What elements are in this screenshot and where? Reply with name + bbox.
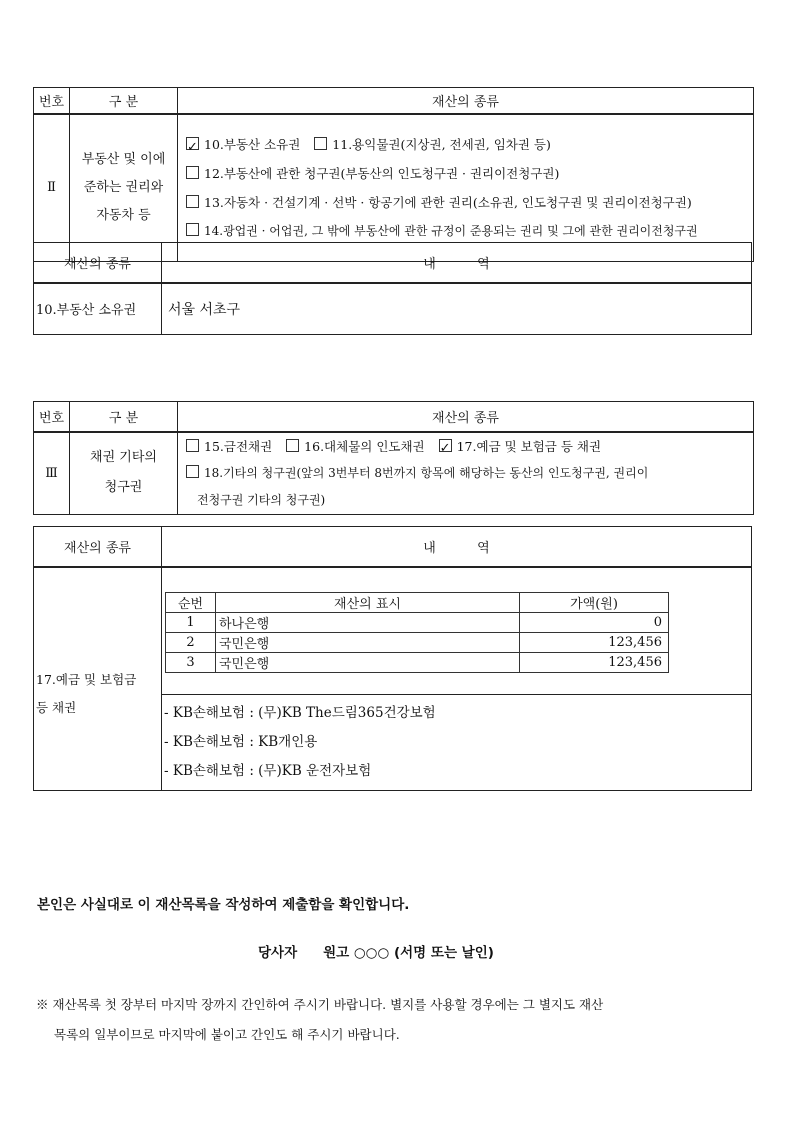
option-10-checkbox[interactable]	[186, 137, 199, 150]
signature-role: 원고 ○○○ (서명 또는 날인)	[323, 945, 494, 961]
detail-header-content: 내 역	[162, 527, 752, 567]
table-row: 1 하나은행 0	[166, 612, 669, 632]
option-11-checkbox[interactable]	[314, 137, 327, 150]
asset-header-amount: 가액(원)	[520, 592, 669, 612]
option-18-continued: 전청구권 기타의 청구권)	[197, 492, 326, 507]
detail-header-type: 재산의 종류	[34, 243, 162, 283]
header-category: 구 분	[70, 402, 178, 432]
header-category: 구 분	[70, 88, 178, 114]
section-no: Ⅲ	[34, 432, 70, 515]
section3-table	[33, 401, 754, 515]
note-line: ※ 재산목록 첫 장부터 마지막 장까지 간인하여 주시기 바랍니다. 별지를 사용할 경우에는 그 별지도 재산	[36, 997, 604, 1012]
detail3-table	[33, 526, 752, 791]
insurance-list	[162, 695, 752, 791]
table-row: 2 국민은행 123,456	[166, 632, 669, 652]
notes	[36, 990, 603, 1050]
header-type: 재산의 종류	[178, 88, 754, 114]
detail-type: 10.부동산 소유권	[34, 283, 162, 335]
asset-header-no: 순번	[166, 592, 216, 612]
option-16-checkbox[interactable]	[286, 439, 299, 452]
list-item: - KB손해보험 : KB개인용	[164, 734, 318, 750]
asset-table	[165, 592, 669, 673]
detail2-table	[33, 242, 752, 335]
section-no: Ⅱ	[34, 114, 70, 262]
option-14-label: 14.광업권 · 어업권, 그 밖에 부동산에 관한 규정이 준용되는 권리 및 그에 관한 권리이전청구권	[204, 223, 698, 238]
confirmation-statement: 본인은 사실대로 이 재산목록을 작성하여 제출함을 확인합니다.	[37, 897, 410, 913]
option-18-label: 18.기타의 청구권(앞의 3번부터 8번까지 항목에 해당하는 동산의 인도청구권, 권리이	[204, 465, 649, 480]
option-11-label: 11.용익물권(지상권, 전세권, 임차권 등)	[332, 136, 551, 152]
option-15-checkbox[interactable]	[186, 439, 199, 452]
list-item: - KB손해보험 : (무)KB The드림365건강보험	[164, 705, 436, 721]
section2-table	[33, 87, 754, 262]
option-13-label: 13.자동차 · 건설기계 · 선박 · 항공기에 관한 권리(소유권, 인도청구권 및 권리이전청구권)	[204, 194, 692, 210]
header-no: 번호	[34, 402, 70, 432]
option-12-label: 12.부동산에 관한 청구권(부동산의 인도청구권 · 권리이전청구권)	[204, 165, 560, 181]
option-18-checkbox[interactable]	[186, 465, 199, 478]
table-row: 3 국민은행 123,456	[166, 652, 669, 672]
claim-type-options	[178, 432, 754, 515]
option-15-label: 15.금전채권	[204, 438, 273, 454]
option-10-label: 10.부동산 소유권	[204, 136, 301, 152]
header-no: 번호	[34, 88, 70, 114]
detail-type: 17.예금 및 보험금 등 채권	[34, 567, 162, 791]
list-item: - KB손해보험 : (무)KB 운전자보험	[164, 763, 372, 779]
detail-header-content: 내 역	[162, 243, 752, 283]
option-16-label: 16.대체물의 인도채권	[304, 438, 425, 454]
option-17-label: 17.예금 및 보험금 등 채권	[456, 438, 602, 454]
option-14-checkbox[interactable]	[186, 223, 199, 236]
option-13-checkbox[interactable]	[186, 195, 199, 208]
asset-header-desc: 재산의 표시	[216, 592, 520, 612]
asset-table-cell	[162, 567, 752, 695]
section-category: 채권 기타의 청구권	[70, 432, 178, 515]
detail-content: 서울 서초구	[162, 283, 752, 335]
option-17-checkbox[interactable]	[439, 439, 452, 452]
option-12-checkbox[interactable]	[186, 166, 199, 179]
header-type: 재산의 종류	[178, 402, 754, 432]
detail-header-type: 재산의 종류	[34, 527, 162, 567]
property-type-options	[178, 114, 754, 262]
signature-party: 당사자	[258, 945, 298, 961]
note-line: 목록의 일부이므로 마지막에 붙이고 간인도 해 주시기 바랍니다.	[54, 1027, 400, 1042]
section-category: 부동산 및 이에 준하는 권리와 자동차 등	[70, 114, 178, 262]
signature-line	[258, 941, 494, 961]
